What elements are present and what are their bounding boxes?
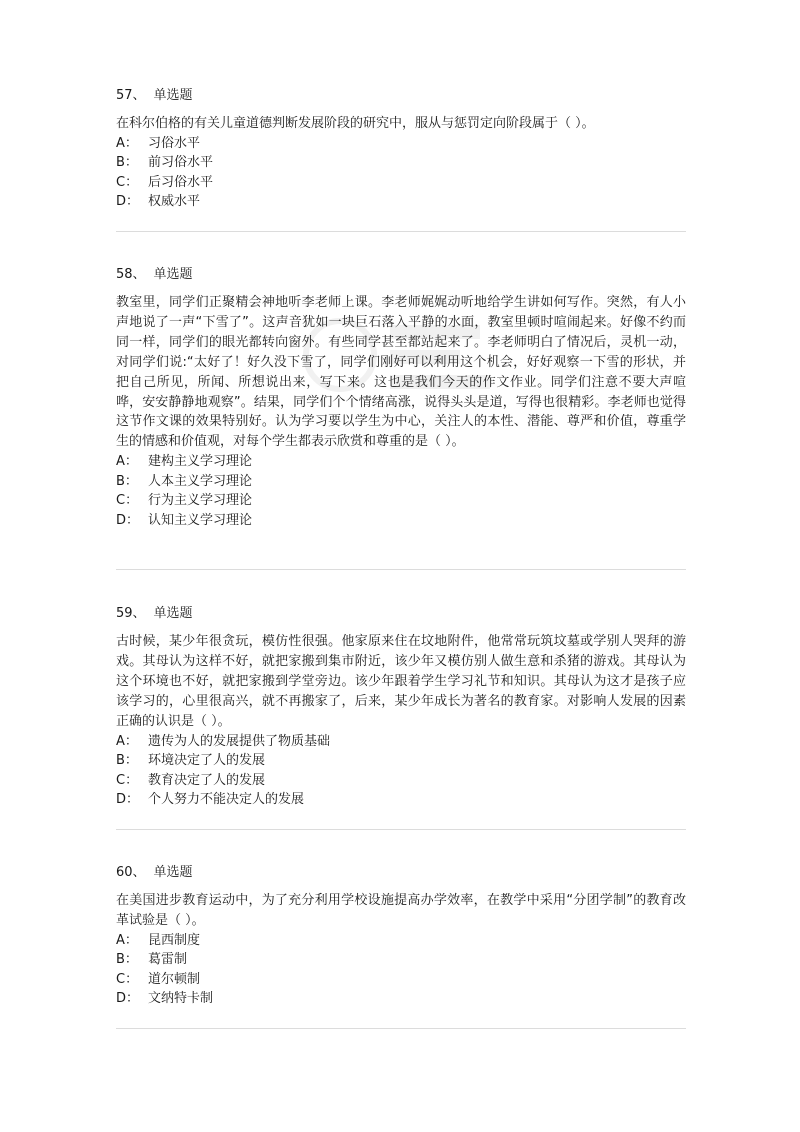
option-text: 个人努力不能决定人的发展 (148, 792, 305, 808)
option-a[interactable] (116, 452, 686, 472)
question-type: 单选题 (153, 606, 193, 621)
option-a[interactable] (116, 134, 686, 154)
question-header (116, 604, 686, 624)
option-a[interactable] (116, 931, 686, 951)
option-text: 昆西制度 (148, 932, 201, 948)
option-key: B： (116, 952, 138, 968)
question-number: 59、 (116, 606, 146, 621)
question-header (116, 265, 686, 285)
option-b[interactable] (116, 751, 686, 771)
option-key: D： (116, 512, 140, 528)
question-divider (116, 569, 686, 570)
option-list (116, 732, 686, 810)
option-key: C： (116, 971, 139, 987)
option-text: 认知主义学习理论 (148, 512, 253, 528)
question-stem: 在美国进步教育运动中，为了充分利用学校设施提高办学效率，在教学中采用“分团学制”的教育改革试验是（ ）。 (116, 893, 686, 928)
option-text: 权威水平 (148, 194, 201, 210)
question-number: 57、 (116, 88, 146, 103)
question-stem: 古时候，某少年很贪玩，模仿性很强。他家原来住在坟地附件，他常常玩筑坟墓或学别人哭拜的游戏。其母认为这样不好，就把家搬到集市附近，该少年又模仿别人做生意和杀猪的游戏。其母认为这个环境也不好，就把家搬到学堂旁边。该少年跟着学生学习礼节和知识。其母认为这才是孩子应该学习的，心里很高兴，就不再搬家了，后来，某少年成长为著名的教育家。对影响人发展的因素正确的认识是（ ）。 (116, 634, 686, 729)
question-header (116, 863, 686, 883)
option-text: 教育决定了人的发展 (148, 772, 266, 788)
question-60 (116, 863, 686, 1009)
question-stem: 教室里，同学们正聚精会神地听李老师上课。李老师娓娓动听地给学生讲如何写作。突然，有人小声地说了一声“下雪了”。这声音犹如一块巨石落入平静的水面，教室里顿时喧闹起来。好像不约而同一样，同学们的眼光都转向窗外。有些同学甚至都站起来了。李老师明白了情况后，灵机一动，对同学们说:“太好了！好久没下雪了，同学们刚好可以利用这个机会，好好观察一下雪的形状，并把自己所见，所闻、所想说出来，写下来。这也是我们今天的作文作业。同学们注意不要大声喧哗，安安静静地观察”。结果，同学们个个情绪高涨，说得头头是道，写得也很精彩。李老师也觉得这节作文课的效果特别好。认为学习要以学生为中心，关注人的本性、潜能、尊严和价值，尊重学生的情感和价值观，对每个学生都表示欣赏和尊重的是（ ）。 (116, 295, 686, 450)
option-key: C： (116, 493, 139, 509)
question-divider (116, 829, 686, 830)
option-list (116, 452, 686, 530)
option-text: 遗传为人的发展提供了物质基础 (148, 733, 331, 749)
option-key: A： (116, 454, 138, 470)
option-key: D： (116, 792, 140, 808)
question-type: 单选题 (153, 88, 193, 103)
option-key: B： (116, 753, 138, 769)
option-text: 建构主义学习理论 (148, 454, 253, 470)
option-text: 文纳特卡制 (148, 991, 214, 1007)
option-key: A： (116, 135, 138, 151)
option-b[interactable] (116, 472, 686, 492)
question-number: 60、 (116, 865, 146, 880)
question-number: 58、 (116, 267, 146, 282)
question-58 (116, 265, 686, 530)
option-key: A： (116, 733, 138, 749)
question-59 (116, 604, 686, 810)
option-text: 行为主义学习理论 (148, 493, 253, 509)
option-text: 前习俗水平 (148, 155, 214, 171)
option-text: 道尔顿制 (148, 971, 201, 987)
option-c[interactable] (116, 771, 686, 791)
question-type: 单选题 (153, 865, 193, 880)
option-d[interactable] (116, 192, 686, 212)
option-b[interactable] (116, 950, 686, 970)
option-key: D： (116, 991, 140, 1007)
option-c[interactable] (116, 970, 686, 990)
option-text: 环境决定了人的发展 (148, 753, 266, 769)
option-key: B： (116, 473, 138, 489)
option-key: A： (116, 932, 138, 948)
option-list (116, 931, 686, 1009)
option-d[interactable] (116, 511, 686, 531)
question-divider (116, 231, 686, 232)
question-stem: 在科尔伯格的有关儿童道德判断发展阶段的研究中，服从与惩罚定向阶段属于（ ）。 (116, 116, 595, 131)
option-d[interactable] (116, 989, 686, 1009)
option-text: 人本主义学习理论 (148, 473, 253, 489)
option-a[interactable] (116, 732, 686, 752)
question-57 (116, 86, 686, 212)
option-c[interactable] (116, 173, 686, 193)
option-text: 葛雷制 (148, 952, 188, 968)
option-key: D： (116, 194, 140, 210)
option-key: C： (116, 174, 139, 190)
option-text: 后习俗水平 (148, 174, 214, 190)
question-header (116, 86, 686, 106)
option-text: 习俗水平 (148, 135, 201, 151)
option-c[interactable] (116, 491, 686, 511)
option-list (116, 134, 686, 212)
option-b[interactable] (116, 153, 686, 173)
question-divider (116, 1028, 686, 1029)
option-key: C： (116, 772, 139, 788)
option-d[interactable] (116, 790, 686, 810)
option-key: B： (116, 155, 138, 171)
question-type: 单选题 (153, 267, 193, 282)
